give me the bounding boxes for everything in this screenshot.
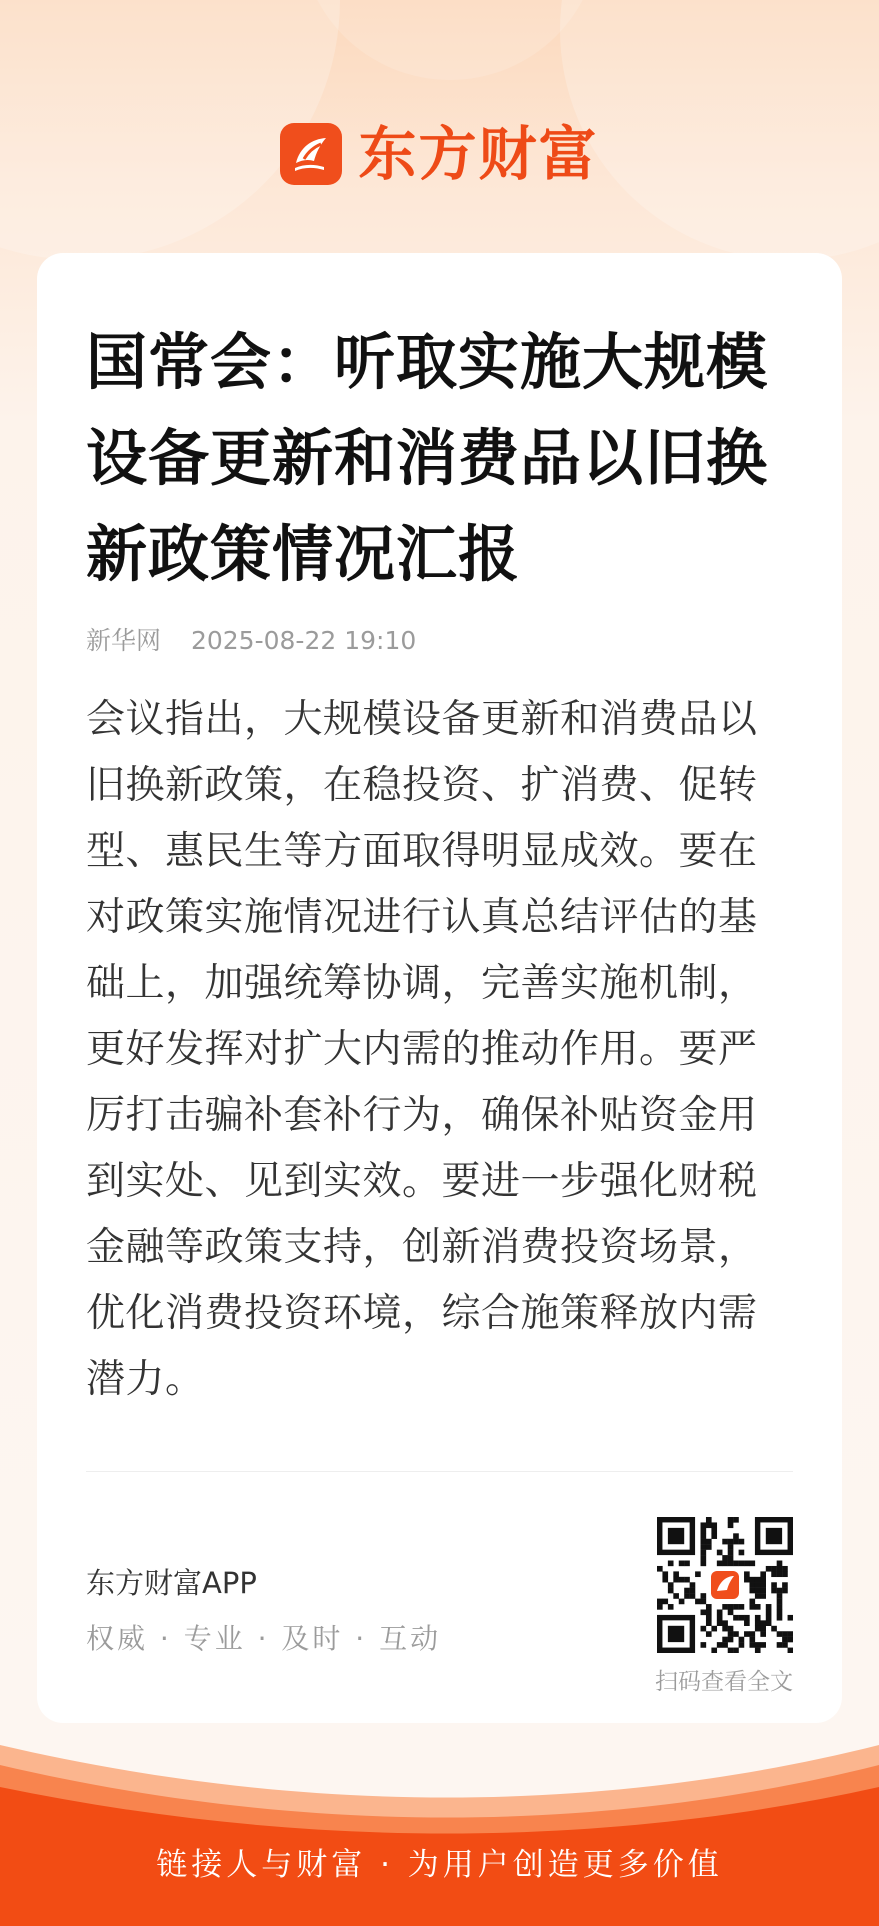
brand-name: 东方财富 xyxy=(358,120,599,188)
brand-logo xyxy=(0,118,879,190)
app-name: 东方财富APP xyxy=(86,1566,257,1600)
article-body: 会议指出，大规模设备更新和消费品以旧换新政策，在稳投资、扩消费、促转型、惠民生等方面取得明显成效。要在对政策实施情况进行认真总结评估的基础上，加强统筹协调，完善实施机制，更好发挥对扩大内需的推动作用。要严厉打击骗补套补行为，确保补贴资金用到实处、见到实效。要进一步强化财税金融等政策支持，创新消费投资场景，优化消费投资环境，综合施策释放内需潜力。 xyxy=(86,697,758,1402)
article-title: 国常会：听取实施大规模设备更新和消费品以旧换新政策情况汇报 xyxy=(86,327,769,590)
footer-tagline: 链接人与财富 · 为用户创造更多价值 xyxy=(156,1847,723,1883)
footer-banner xyxy=(0,1745,879,1926)
article-meta xyxy=(86,623,793,659)
qr-caption: 扫码查看全文 xyxy=(655,1669,793,1695)
article-source: 新华网 xyxy=(86,626,162,655)
divider xyxy=(86,1471,793,1472)
sail-logo-icon xyxy=(280,123,342,185)
qr-code-icon[interactable] xyxy=(657,1517,793,1653)
article-card xyxy=(37,253,842,1723)
article-datetime: 2025-08-22 19:10 xyxy=(190,626,417,655)
app-slogan: 权威 · 专业 · 及时 · 互动 xyxy=(86,1622,442,1655)
